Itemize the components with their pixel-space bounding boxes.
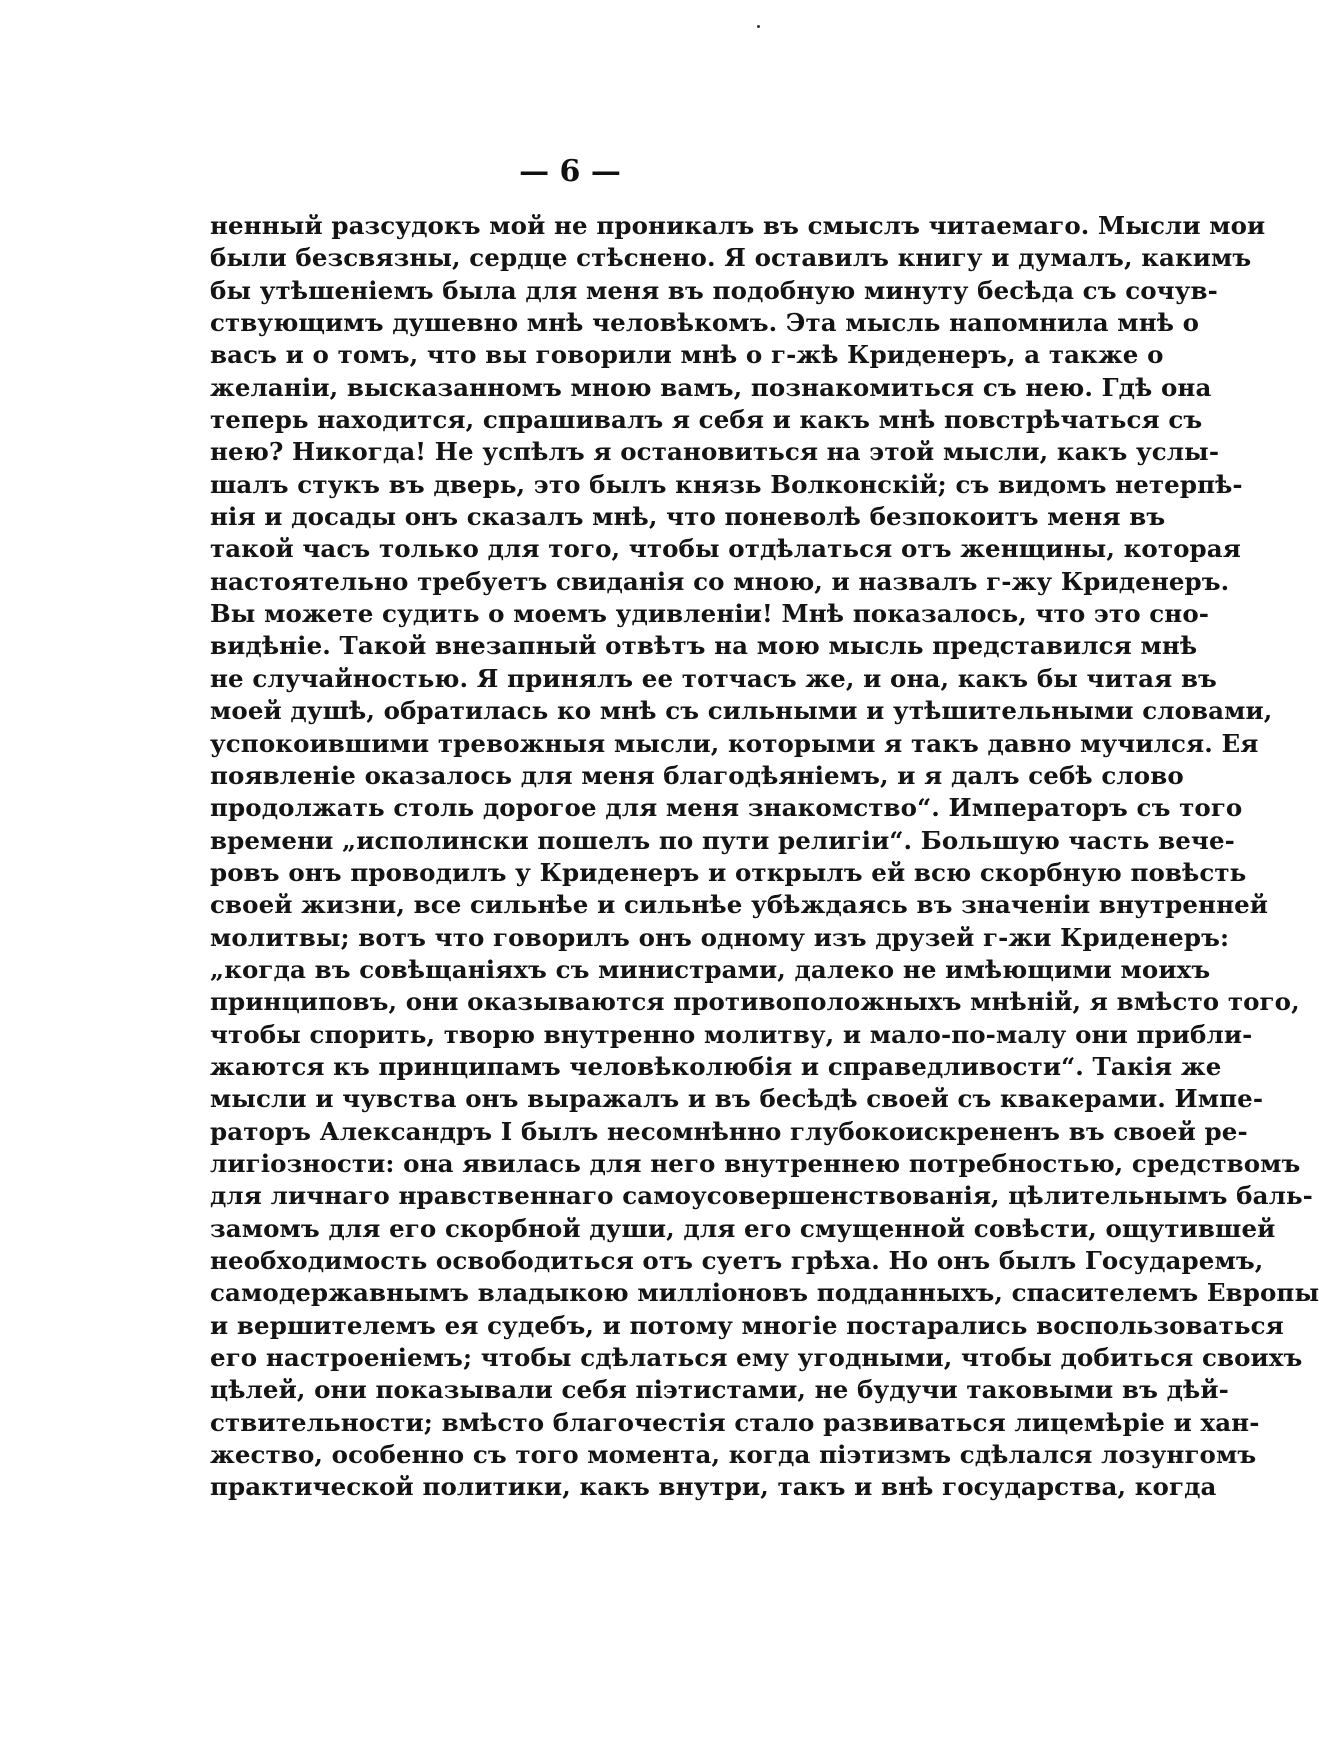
- text-line: самодержавнымъ владыкою милліоновъ подданныхъ, спасителемъ Европы: [210, 1278, 1319, 1308]
- text-line: теперь находится, спрашивалъ я себя и какъ мнѣ повстрѣчаться съ: [210, 405, 1203, 435]
- text-line: времени „исполински пошелъ по пути религіи“. Большую часть вече-: [210, 825, 1235, 855]
- text-line: для личнаго нравственнаго самоусовершенствованія, цѣлительнымъ баль-: [210, 1181, 1313, 1211]
- text-line: Вы можете судить о моемъ удивленіи! Мнѣ показалось, что это сно-: [210, 599, 1210, 629]
- text-line: настоятельно требуетъ свиданія со мною, и назвалъ г-жу Криденеръ.: [210, 566, 1230, 596]
- text-line: нею? Никогда! Не успѣлъ я остановиться на этой мысли, какъ услы-: [210, 437, 1220, 467]
- text-line: продолжать столь дорогое для меня знакомство“. Императоръ съ того: [210, 793, 1243, 823]
- text-line: принциповъ, они оказываются противоположныхъ мнѣній, я вмѣсто того,: [210, 987, 1300, 1017]
- text-line: мысли и чувства онъ выражалъ и въ бесѣдѣ своей съ квакерами. Импе-: [210, 1084, 1264, 1114]
- text-line: лигіозности: она явилась для него внутреннею потребностью, средствомъ: [210, 1148, 1301, 1178]
- text-line: видѣніе. Такой внезапный отвѣтъ на мою мысль представился мнѣ: [210, 631, 1198, 661]
- text-line: ствительности; вмѣсто благочестія стало развиваться лицемѣріе и хан-: [210, 1407, 1260, 1437]
- scan-speck: [757, 25, 760, 28]
- text-line: желаніи, высказанномъ мною вамъ, познакомиться съ нею. Гдѣ она: [210, 372, 1212, 402]
- text-line: его настроеніемъ; чтобы сдѣлаться ему угодными, чтобы добиться своихъ: [210, 1343, 1303, 1373]
- text-line: васъ и о томъ, что вы говорили мнѣ о г-жѣ Криденеръ, а также о: [210, 340, 1164, 370]
- text-line: ненный разсудокъ мой не проникалъ въ смыслъ читаемаго. Мысли мои: [210, 211, 1266, 240]
- text-line: нія и досады онъ сказалъ мнѣ, что поневолѣ безпокоитъ меня въ: [210, 502, 1166, 532]
- text-line: чтобы спорить, творю внутренно молитву, и мало-по-малу они прибли-: [210, 1019, 1253, 1049]
- text-line: бы утѣшеніемъ была для меня въ подобную минуту бесѣда съ сочув-: [210, 275, 1218, 305]
- text-line: ствующимъ душевно мнѣ человѣкомъ. Эта мысль напомнила мнѣ о: [210, 308, 1200, 338]
- text-line: необходимость освободиться отъ суетъ грѣха. Но онъ былъ Государемъ,: [210, 1246, 1264, 1275]
- text-line: замомъ для его скорбной души, для его смущенной совѣсти, ощутившей: [210, 1213, 1276, 1243]
- text-line: жаются къ принципамъ человѣколюбія и справедливости“. Такія же: [210, 1051, 1222, 1081]
- text-line: шалъ стукъ въ дверь, это былъ князь Волконскій; съ видомъ нетерпѣ-: [210, 469, 1243, 499]
- text-line: моей душѣ, обратилась ко мнѣ съ сильными и утѣшительными словами,: [210, 696, 1273, 726]
- page-number: — 6 —: [519, 154, 621, 189]
- text-line: были безсвязны, сердце стѣснено. Я оставилъ книгу и думалъ, какимъ: [210, 243, 1252, 273]
- text-line: такой часъ только для того, чтобы отдѣлаться отъ женщины, которая: [210, 534, 1241, 564]
- text-line: своей жизни, все сильнѣе и сильнѣе убѣждаясь въ значеніи внутренней: [210, 890, 1269, 920]
- text-line: не случайностью. Я принялъ ее тотчасъ же, и она, какъ бы читая въ: [210, 663, 1217, 693]
- text-line: молитвы; вотъ что говорилъ онъ одному изъ друзей г-жи Криденеръ:: [210, 922, 1230, 952]
- text-line: ровъ онъ проводилъ у Криденеръ и открылъ ей всю скорбную повѣсть: [210, 857, 1247, 887]
- body-text: [210, 210, 1319, 1504]
- text-line: и вершителемъ ея судебъ, и потому многіе постарались воспользоваться: [210, 1310, 1284, 1340]
- text-line: жество, особенно съ того момента, когда піэтизмъ сдѣлался лозунгомъ: [210, 1440, 1257, 1470]
- text-line: „когда въ совѣщаніяхъ съ министрами, далеко не имѣющими моихъ: [210, 954, 1211, 984]
- text-line: появленіе оказалось для меня благодѣяніемъ, и я далъ себѣ слово: [210, 760, 1184, 790]
- text-line: практической политики, какъ внутри, такъ и внѣ государства, когда: [210, 1472, 1217, 1502]
- text-line: раторъ Александръ I былъ несомнѣнно глубокоискрененъ въ своей ре-: [210, 1116, 1248, 1146]
- text-line: успокоившими тревожныя мысли, которыми я такъ давно мучился. Ея: [210, 728, 1259, 758]
- text-line: цѣлей, они показывали себя піэтистами, не будучи таковыми въ дѣй-: [210, 1375, 1229, 1405]
